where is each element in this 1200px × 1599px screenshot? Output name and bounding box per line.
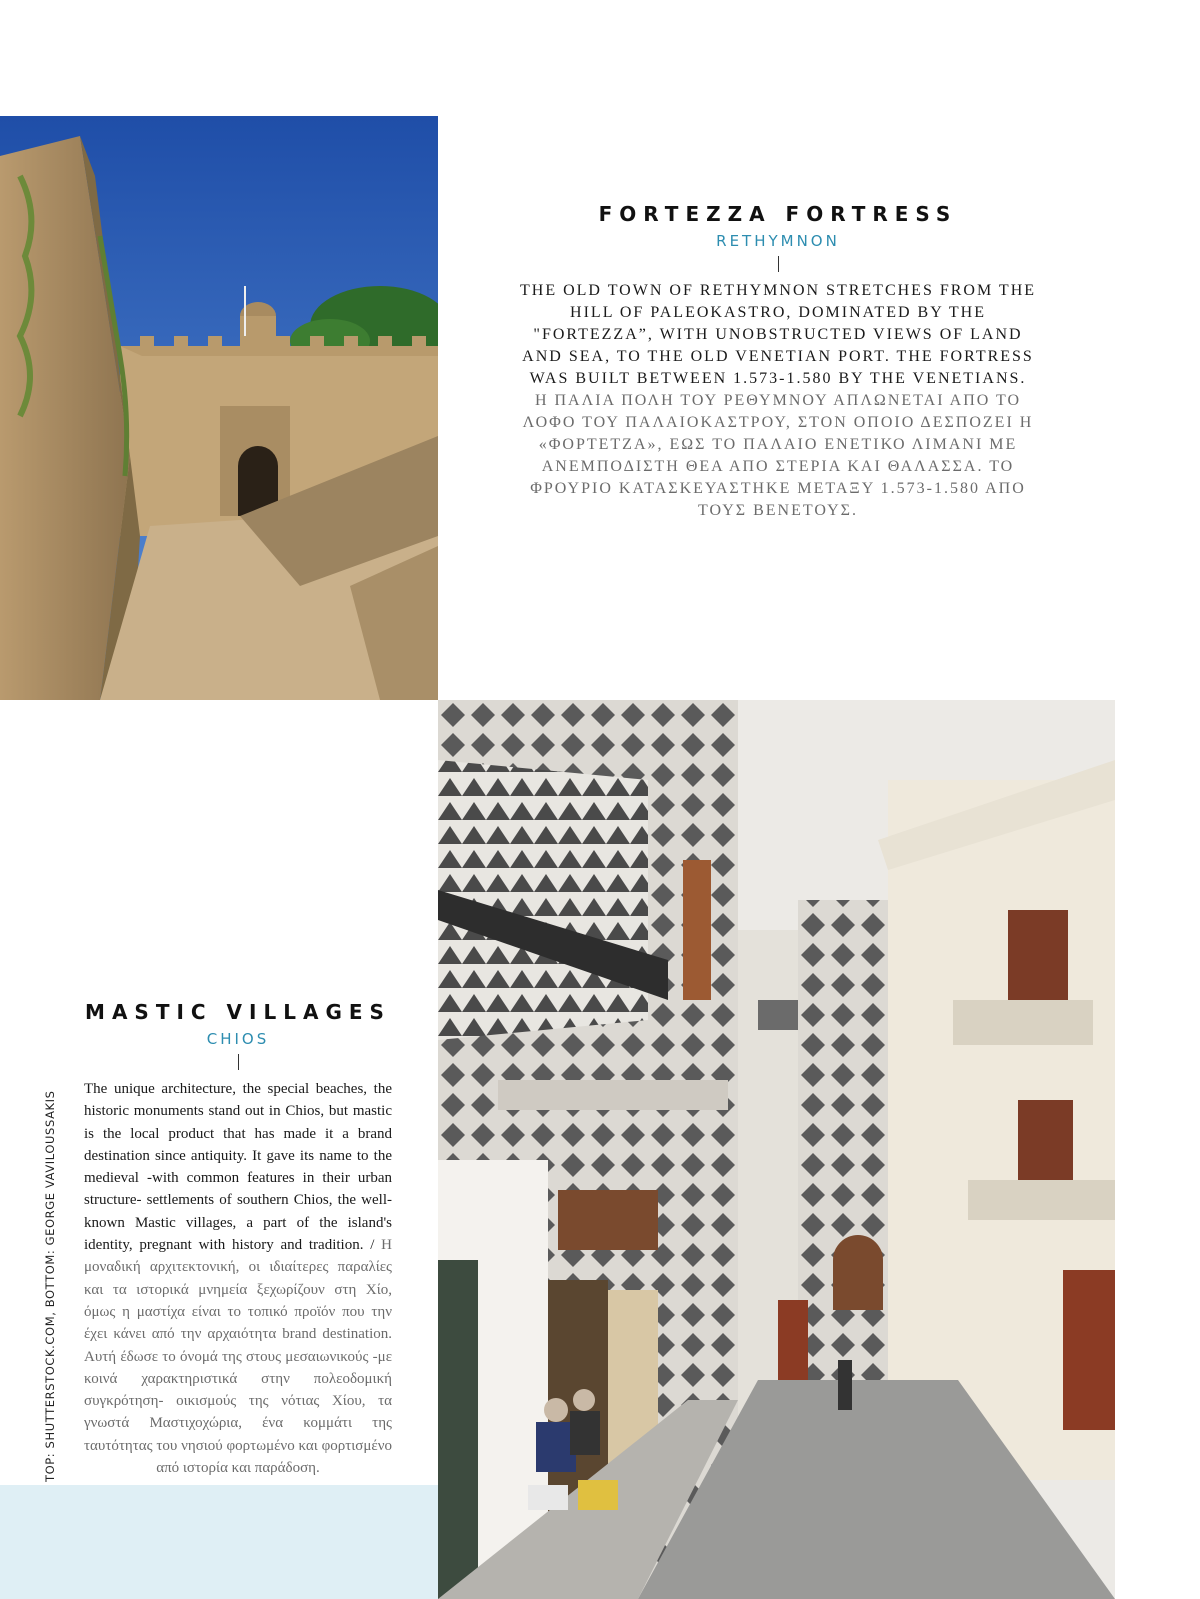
divider <box>778 256 779 272</box>
mastic-text-gr: Η μοναδική αρχιτεκτονική, οι ιδιαίτερες παραλίες και τα ιστορικά μνημεία ξεχωρίζουν στη Χίο, όμως η μαστίχα είναι το τοπικό προϊόν που την έχει κάνει από την αρχαιότητα brand destination. Αυτή έδωσε το όνομά της στους μεσαιωνικούς -με κοινά χαρακτηριστικά στην πολεοδομική συγκρότηση- οικισμούς της νότιας Χίου, τα γνωστά Μαστιχοχώρια, ένα κομμάτι της ταυτότητας του νησιού φορτωμένο και φορτισμένο από ιστορία και παράδοση. <box>84 1237 392 1477</box>
mastic-title: MASTIC VILLAGES <box>85 1000 391 1024</box>
fortezza-text-en: THE OLD TOWN OF RETHYMNON STRETCHES FROM THE HILL OF PALEOKASTRO, DOMINATED BY THE "FORTEZZA”, WITH UNOBSTRUCTED VIEWS OF LAND AND SEA, TO THE OLD VENETIAN PORT. THE FORTRESS WAS BUILT BETWEEN 1.573-1.580 BY THE VENETIANS. <box>520 282 1037 387</box>
fortezza-photo <box>0 116 438 700</box>
fortezza-text-gr: Η ΠΑΛΙΑ ΠΟΛΗ ΤΟΥ ΡΕΘΥΜΝΟΥ ΑΠΛΩΝΕΤΑΙ ΑΠΟ ΤΟ ΛΟΦΟ ΤΟΥ ΠΑΛΑΙΟΚΑΣΤΡΟΥ, ΣΤΟΝ ΟΠΟΙΟ ΔΕΣΠΟΖΕΙ Η «ΦΟΡΤΕΤΖΑ», ΕΩΣ ΤΟ ΠΑΛΑΙΟ ΕΝΕΤΙΚΟ ΛΙΜΑΝΙ ΜΕ ΑΝΕΜΠΟΔΙΣΤΗ ΘΕΑ ΑΠΟ ΣΤΕΡΙΑ ΚΑΙ ΘΑΛΑΣΣΑ. ΤΟ ΦΡΟΥΡΙΟ ΚΑΤΑΣΚΕΥΑΣΤΗΚΕ ΜΕΤΑΞΥ 1.573-1.580 ΑΠΟ ΤΟΥΣ ΒΕΝΕΤΟΥΣ. <box>522 392 1034 519</box>
mastic-location: CHIOS <box>206 1030 270 1048</box>
mastic-text-en: The unique architecture, the special beaches, the historic monuments stand out in Chios, but mastic is the local product that has made it a brand destination since antiquity. It gave its name to the medieval -with common features in their urban structure- settlements of southern Chios, the well-known Mastic villages, a part of the island's identity, pregnant with history and tradition. / <box>84 1081 392 1254</box>
photo-credit: TOP: SHUTTERSTOCK.COM, BOTTOM: GEORGE VAVILOUSSAKIS <box>43 1090 57 1482</box>
mastic-article <box>84 1000 392 1479</box>
fortezza-article <box>520 202 1036 522</box>
fortezza-location: RETHYMNON <box>716 232 840 250</box>
mastic-village-photo <box>438 700 1115 1599</box>
decorative-band <box>0 1485 438 1599</box>
fortezza-title: FORTEZZA FORTRESS <box>598 202 958 226</box>
mastic-text <box>84 1078 392 1479</box>
divider <box>238 1054 239 1070</box>
